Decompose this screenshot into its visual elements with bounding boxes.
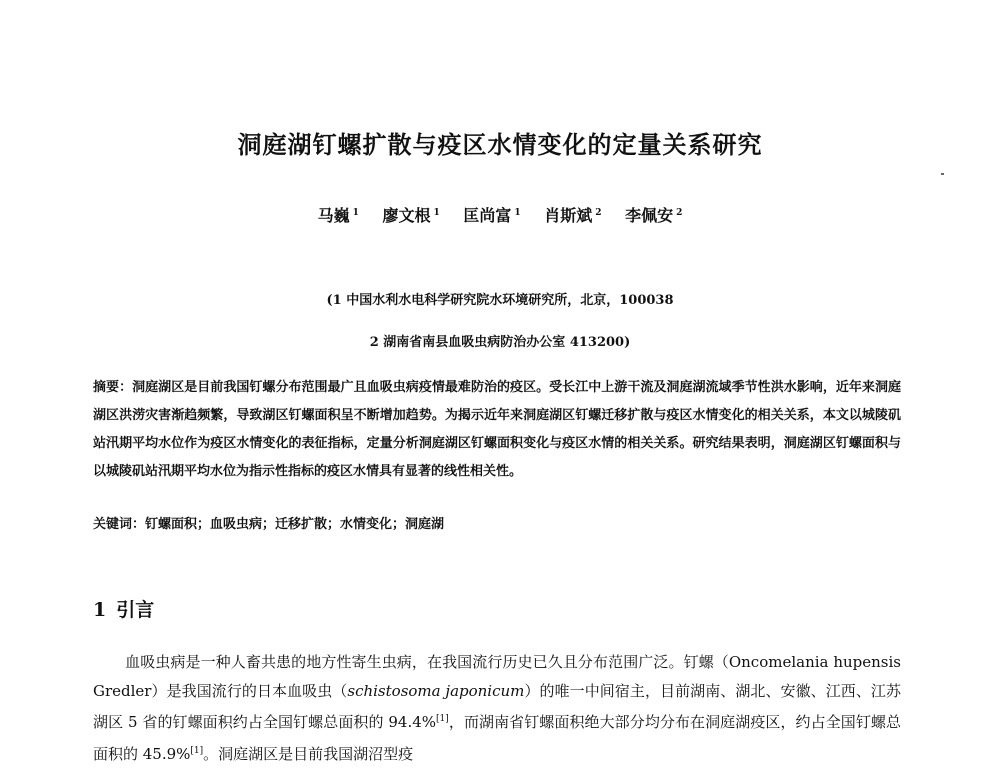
affiliation-1: (1 中国水利水电科学研究院水环境研究所，北京，100038 xyxy=(326,293,674,308)
author-affiliation-mark: 1 xyxy=(433,207,440,218)
body-text-part: ）的唯一中间宿主，目前湖南、湖北、安徽、江西、江苏湖区 5 省的钉螺面积约占全国钉螺总面积的 94.4% xyxy=(93,681,901,731)
keywords-text: 钉螺面积；血吸虫病；迁移扩散；水情变化；洞庭湖 xyxy=(145,517,445,532)
author-name: 廖文根 xyxy=(382,206,431,225)
author xyxy=(463,206,520,225)
species-name-italic: schistosoma japonicum xyxy=(347,681,525,700)
keywords-label: 关键词： xyxy=(93,517,146,532)
author-name: 马巍 xyxy=(317,206,350,225)
abstract-text: 洞庭湖区是目前我国钉螺分布范围最广且血吸虫病疫情最难防治的疫区。受长江中上游干流及洞庭湖流域季节性洪水影响，近年来洞庭湖区洪涝灾害渐趋频繁，导致湖区钉螺面积呈不断增加趋势。为揭示近年来洞庭湖区钉螺迁移扩散与疫区水情变化的相关关系，本文以城陵矶站汛期平均水位作为疫区水情变化的表征指标，定量分析洞庭湖区钉螺面积变化与疫区水情的相关关系。研究结果表明，洞庭湖区钉螺面积与以城陵矶站汛期平均水位为指示性指标的疫区水情具有显著的线性相关性。 xyxy=(93,380,901,479)
body-text-part: 血吸虫病是一种人畜共患的地方性寄生虫病，在我国流行历史已久且分布范围广泛。钉螺（Oncomelania hupensis Gredler）是我国流行的日本血吸虫（ xyxy=(93,653,901,700)
author-list xyxy=(0,203,1000,226)
paper-title: 洞庭湖钉螺扩散与疫区水情变化的定量关系研究 xyxy=(237,130,763,159)
affiliation-2: 2 湖南省南县血吸虫病防治办公室 413200) xyxy=(369,335,631,350)
section-heading xyxy=(93,595,154,622)
author-name: 匡尚富 xyxy=(463,206,512,225)
scan-speck xyxy=(941,173,944,175)
body-text-part: ，而湖南省钉螺面积绝大部分均分布在洞庭湖疫区，约占全国钉螺总面积的 45.9% xyxy=(93,713,901,763)
author-name: 肖斯斌 xyxy=(544,206,593,225)
body-paragraph xyxy=(93,648,901,768)
body-text-part: 。洞庭湖区是目前我国湖沼型疫 xyxy=(203,744,414,763)
author-affiliation-mark: 1 xyxy=(514,207,521,218)
author-affiliation-mark: 2 xyxy=(595,207,602,218)
abstract xyxy=(93,374,901,486)
section-number: 1 xyxy=(93,599,107,621)
abstract-label: 摘要： xyxy=(93,380,133,395)
author-name: 李佩安 xyxy=(625,206,674,225)
citation-ref: [1] xyxy=(190,745,204,756)
citation-ref: [1] xyxy=(436,714,449,724)
author xyxy=(625,206,682,225)
author-affiliation-mark: 1 xyxy=(352,207,359,218)
keywords xyxy=(93,513,901,532)
section-title-text: 引言 xyxy=(116,599,155,621)
author-affiliation-mark: 2 xyxy=(676,207,683,218)
author xyxy=(318,206,359,225)
author xyxy=(383,206,440,225)
author xyxy=(544,206,601,225)
